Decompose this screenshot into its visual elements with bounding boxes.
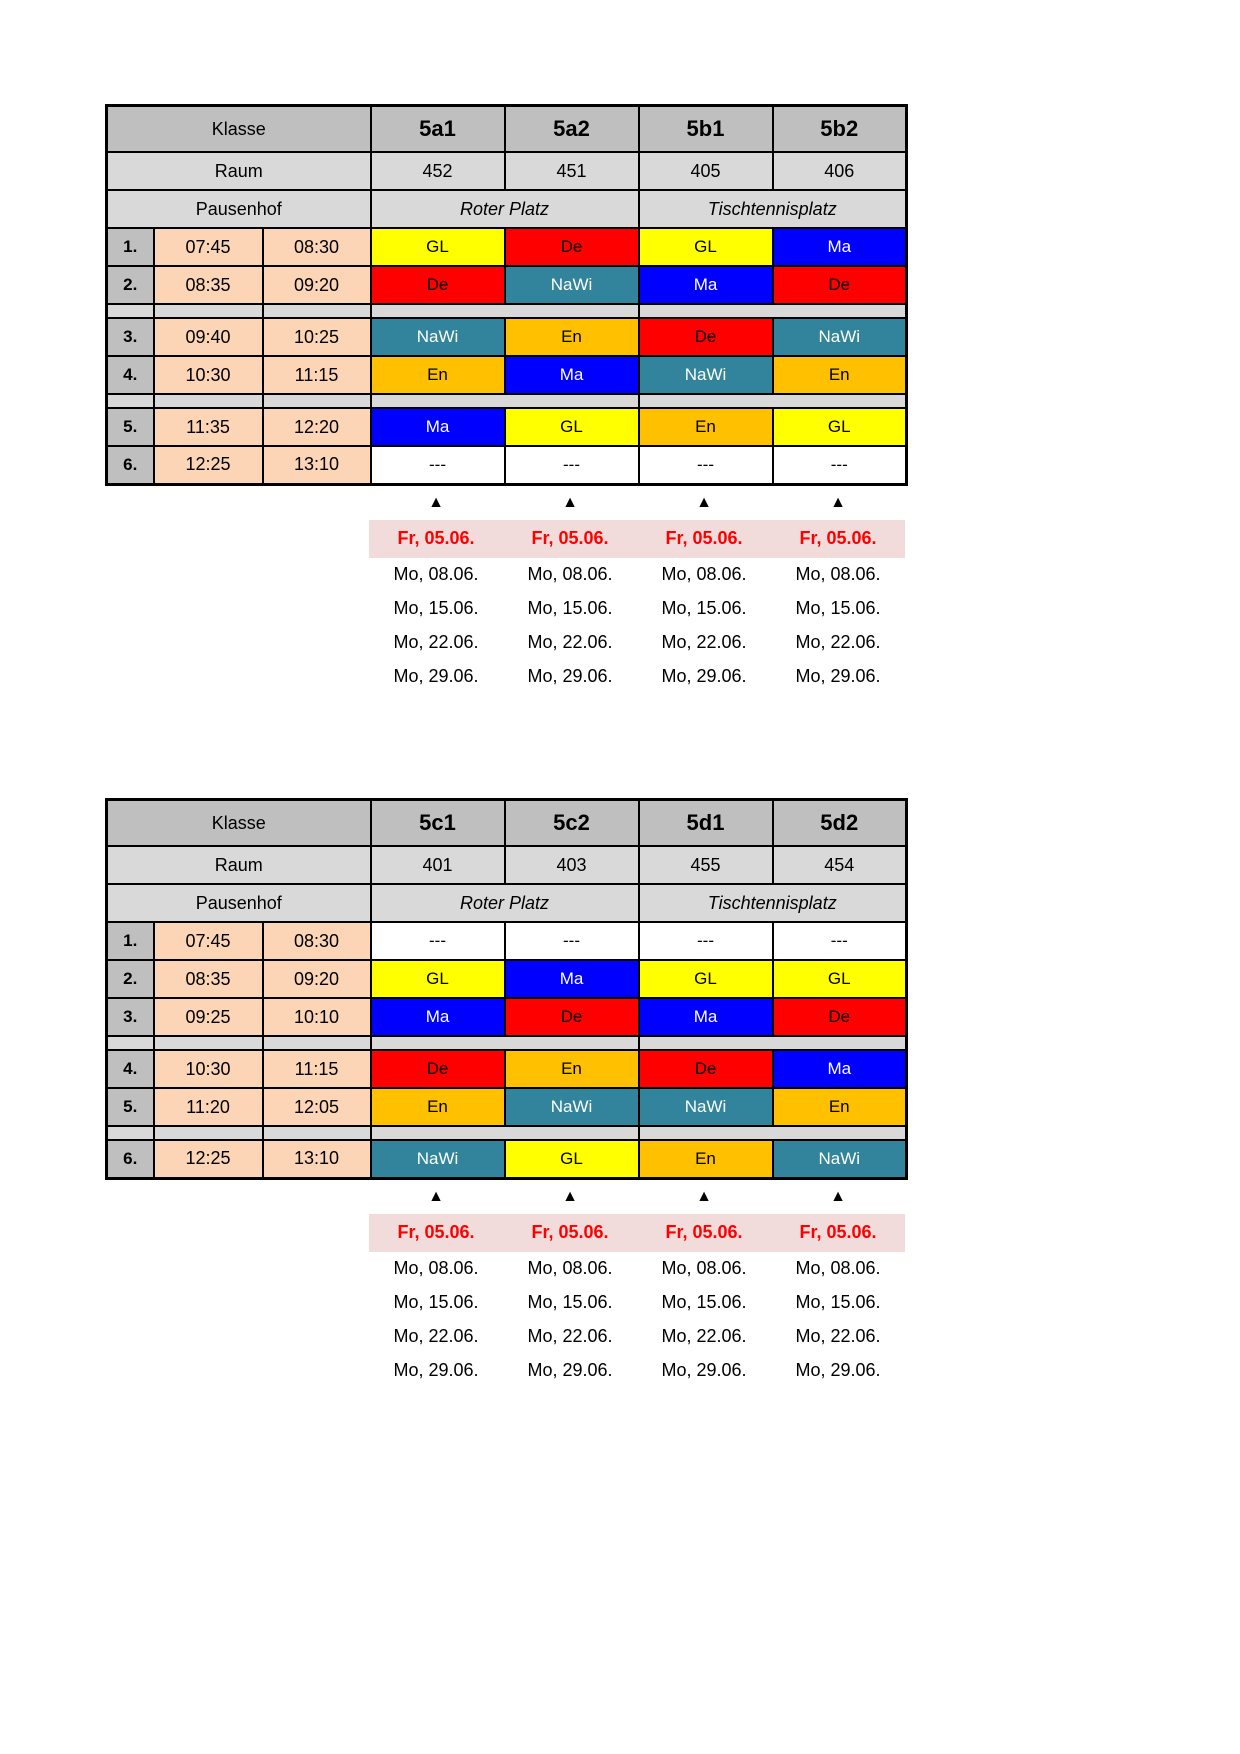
subject-cell: GL [773,408,907,446]
period-row [107,318,907,356]
class-header-row [107,800,907,847]
gap-cell [639,1126,907,1140]
date-cell: Mo, 08.06. [393,1258,479,1278]
period-start-cell: 11:20 [154,1088,263,1126]
period-row [107,1088,907,1126]
courtyard-name-cell: Tischtennisplatz [639,190,907,228]
subject-cell: De [639,318,773,356]
period-end-cell: 09:20 [263,960,371,998]
period-end-cell: 10:10 [263,998,371,1036]
period-number-cell: 6. [107,446,154,484]
subject-cell: Ma [773,228,907,266]
gap-cell [639,304,907,318]
class-name-cell: 5d2 [773,800,907,847]
period-row [107,960,907,998]
date-cell: Mo, 08.06. [661,564,747,584]
date-cell: Mo, 22.06. [661,632,747,652]
period-row [107,446,907,484]
subject-cell: En [505,1050,639,1088]
date-cell: Mo, 15.06. [661,598,747,618]
subject-cell: En [505,318,639,356]
subject-cell: De [639,1050,773,1088]
date-cell: Mo, 29.06. [393,1360,479,1380]
date-cell: Mo, 22.06. [527,632,613,652]
room-number-cell: 455 [639,846,773,884]
subject-cell: NaWi [639,1088,773,1126]
gap-cell [107,304,154,318]
date-row [369,1354,905,1388]
period-start-cell: 10:30 [154,1050,263,1088]
period-end-cell: 13:10 [263,446,371,484]
date-cell: Mo, 08.06. [795,1258,881,1278]
arrow-row [369,1180,905,1214]
period-end-cell: 09:20 [263,266,371,304]
period-row [107,266,907,304]
period-start-cell: 11:35 [154,408,263,446]
period-end-cell: 08:30 [263,228,371,266]
subject-cell: De [505,228,639,266]
break-gap-row [107,1036,907,1050]
subject-cell: En [371,1088,505,1126]
up-arrow-icon: ▲ [428,493,444,511]
subject-cell: En [371,356,505,394]
pausenhof-label: Pausenhof [107,190,371,228]
gap-cell [371,394,639,408]
date-cell: Mo, 29.06. [795,1360,881,1380]
courtyard-name-cell: Roter Platz [371,884,639,922]
subject-cell: En [639,1140,773,1178]
period-number-cell: 3. [107,318,154,356]
gap-cell [154,304,263,318]
period-row [107,228,907,266]
subject-cell: NaWi [639,356,773,394]
up-arrow-icon: ▲ [562,1187,578,1205]
period-start-cell: 12:25 [154,446,263,484]
courtyard-row [107,190,907,228]
gap-cell [154,1126,263,1140]
period-start-cell: 07:45 [154,228,263,266]
date-row [369,626,905,660]
period-start-cell: 09:40 [154,318,263,356]
courtyard-row [107,884,907,922]
room-number-cell: 405 [639,152,773,190]
period-end-cell: 13:10 [263,1140,371,1178]
date-cell: Mo, 15.06. [393,598,479,618]
subject-cell: --- [371,922,505,960]
subject-cell: NaWi [371,1140,505,1178]
subject-cell: Ma [773,1050,907,1088]
date-cell: Mo, 15.06. [527,1292,613,1312]
up-arrow-icon: ▲ [696,1187,712,1205]
period-number-cell: 3. [107,998,154,1036]
up-arrow-icon: ▲ [562,493,578,511]
period-number-cell: 5. [107,1088,154,1126]
class-name-cell: 5b1 [639,106,773,153]
subject-cell: De [773,998,907,1036]
period-end-cell: 12:05 [263,1088,371,1126]
up-arrow-icon: ▲ [830,1187,846,1205]
date-row [369,558,905,592]
subject-cell: NaWi [505,266,639,304]
subject-cell: De [371,266,505,304]
dates-list [105,1214,915,1388]
gap-cell [107,394,154,408]
room-number-cell: 403 [505,846,639,884]
period-end-cell: 12:20 [263,408,371,446]
period-number-cell: 4. [107,356,154,394]
period-start-cell: 07:45 [154,922,263,960]
period-row [107,1140,907,1178]
gap-cell [263,304,371,318]
date-cell: Mo, 29.06. [527,666,613,686]
date-cell: Mo, 22.06. [661,1326,747,1346]
room-number-cell: 454 [773,846,907,884]
class-name-cell: 5a2 [505,106,639,153]
class-name-cell: 5c1 [371,800,505,847]
class-name-cell: 5d1 [639,800,773,847]
period-row [107,922,907,960]
date-row [369,1286,905,1320]
date-cell: Mo, 29.06. [527,1360,613,1380]
subject-cell: Ma [505,960,639,998]
subject-cell: De [505,998,639,1036]
timetable-grid-5c-5d [105,798,908,1180]
subject-cell: GL [639,960,773,998]
subject-cell: --- [773,922,907,960]
date-cell: Mo, 29.06. [661,1360,747,1380]
date-cell: Mo, 22.06. [795,1326,881,1346]
date-cell: Fr, 05.06. [397,1222,475,1242]
date-cell: Mo, 22.06. [527,1326,613,1346]
break-gap-row [107,304,907,318]
room-number-cell: 451 [505,152,639,190]
gap-cell [107,1036,154,1050]
raum-label: Raum [107,846,371,884]
date-cell: Fr, 05.06. [531,528,609,548]
date-cell: Mo, 29.06. [661,666,747,686]
subject-cell: En [773,1088,907,1126]
date-row [369,1320,905,1354]
timetable-block-5c-5d [105,798,915,1388]
period-number-cell: 2. [107,266,154,304]
date-cell: Fr, 05.06. [665,528,743,548]
subject-cell: En [773,356,907,394]
period-row [107,356,907,394]
period-number-cell: 1. [107,922,154,960]
timetable-block-5a-5b [105,104,915,694]
period-number-cell: 1. [107,228,154,266]
class-name-cell: 5a1 [371,106,505,153]
period-number-cell: 2. [107,960,154,998]
period-row [107,1050,907,1088]
subject-cell: Ma [371,998,505,1036]
subject-cell: NaWi [505,1088,639,1126]
subject-cell: --- [639,922,773,960]
subject-cell: Ma [505,356,639,394]
room-number-cell: 452 [371,152,505,190]
period-number-cell: 5. [107,408,154,446]
gap-cell [107,1126,154,1140]
subject-cell: Ma [639,266,773,304]
class-name-cell: 5c2 [505,800,639,847]
subject-cell: Ma [639,998,773,1036]
date-cell: Fr, 05.06. [397,528,475,548]
gap-cell [639,1036,907,1050]
subject-cell: NaWi [773,318,907,356]
gap-cell [371,304,639,318]
gap-cell [263,394,371,408]
subject-cell: GL [371,960,505,998]
subject-cell: GL [505,408,639,446]
subject-cell: De [773,266,907,304]
up-arrow-icon: ▲ [696,493,712,511]
date-row [369,592,905,626]
break-gap-row [107,394,907,408]
gap-cell [371,1126,639,1140]
gap-cell [154,1036,263,1050]
klasse-label: Klasse [107,800,371,847]
subject-cell: En [639,408,773,446]
date-cell: Fr, 05.06. [799,528,877,548]
arrow-row [369,486,905,520]
up-arrow-icon: ▲ [830,493,846,511]
subject-cell: GL [639,228,773,266]
class-name-cell: 5b2 [773,106,907,153]
room-number-cell: 401 [371,846,505,884]
period-start-cell: 10:30 [154,356,263,394]
subject-cell: --- [773,446,907,484]
period-start-cell: 12:25 [154,1140,263,1178]
dates-list [105,520,915,694]
date-cell: Fr, 05.06. [799,1222,877,1242]
period-end-cell: 10:25 [263,318,371,356]
date-highlight-row [369,1214,905,1252]
subject-cell: --- [371,446,505,484]
gap-cell [263,1126,371,1140]
room-number-cell: 406 [773,152,907,190]
klasse-label: Klasse [107,106,371,153]
up-arrow-icon: ▲ [428,1187,444,1205]
courtyard-name-cell: Roter Platz [371,190,639,228]
date-cell: Fr, 05.06. [531,1222,609,1242]
date-cell: Mo, 22.06. [795,632,881,652]
date-cell: Mo, 08.06. [795,564,881,584]
gap-cell [371,1036,639,1050]
period-end-cell: 11:15 [263,356,371,394]
subject-cell: De [371,1050,505,1088]
room-row [107,846,907,884]
gap-cell [154,394,263,408]
date-cell: Mo, 08.06. [661,1258,747,1278]
date-row [369,1252,905,1286]
period-end-cell: 11:15 [263,1050,371,1088]
subject-cell: --- [505,446,639,484]
period-row [107,408,907,446]
subject-cell: --- [639,446,773,484]
date-cell: Mo, 15.06. [795,598,881,618]
period-start-cell: 08:35 [154,266,263,304]
raum-label: Raum [107,152,371,190]
date-row [369,660,905,694]
period-number-cell: 6. [107,1140,154,1178]
subject-cell: GL [371,228,505,266]
date-cell: Mo, 15.06. [527,598,613,618]
date-cell: Fr, 05.06. [665,1222,743,1242]
date-cell: Mo, 15.06. [393,1292,479,1312]
break-gap-row [107,1126,907,1140]
subject-cell: NaWi [371,318,505,356]
room-row [107,152,907,190]
subject-cell: NaWi [773,1140,907,1178]
date-cell: Mo, 08.06. [527,1258,613,1278]
subject-cell: GL [505,1140,639,1178]
subject-cell: --- [505,922,639,960]
date-cell: Mo, 29.06. [393,666,479,686]
period-end-cell: 08:30 [263,922,371,960]
subject-cell: GL [773,960,907,998]
date-highlight-row [369,520,905,558]
gap-cell [263,1036,371,1050]
date-cell: Mo, 29.06. [795,666,881,686]
period-start-cell: 09:25 [154,998,263,1036]
date-cell: Mo, 22.06. [393,632,479,652]
period-number-cell: 4. [107,1050,154,1088]
class-header-row [107,106,907,153]
date-cell: Mo, 08.06. [527,564,613,584]
date-cell: Mo, 15.06. [795,1292,881,1312]
period-start-cell: 08:35 [154,960,263,998]
period-row [107,998,907,1036]
gap-cell [639,394,907,408]
courtyard-name-cell: Tischtennisplatz [639,884,907,922]
pausenhof-label: Pausenhof [107,884,371,922]
date-cell: Mo, 22.06. [393,1326,479,1346]
subject-cell: Ma [371,408,505,446]
timetable-grid-5a-5b [105,104,908,486]
date-cell: Mo, 08.06. [393,564,479,584]
date-cell: Mo, 15.06. [661,1292,747,1312]
